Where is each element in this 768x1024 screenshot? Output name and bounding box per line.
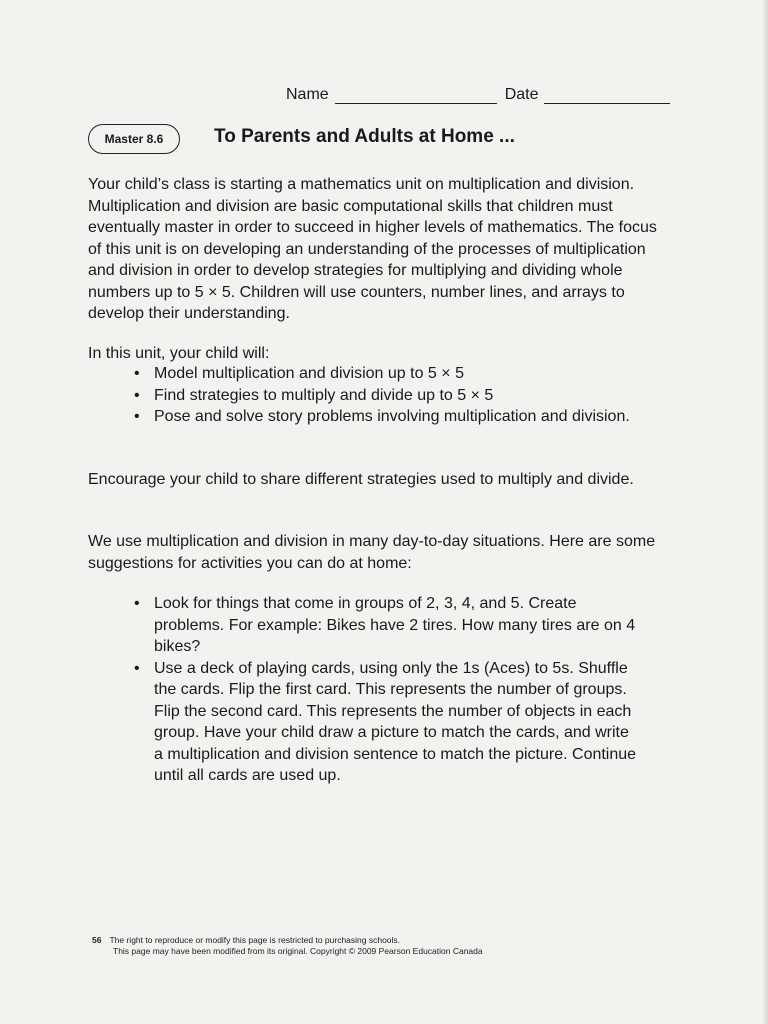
unit-intro-paragraph: In this unit, your child will: — [88, 345, 270, 362]
list-item: • Find strategies to multiply and divide up to 5 × 5 — [130, 385, 630, 407]
footer-copyright-line1: The right to reproduce or modify this page is restricted to purchasing schools. — [109, 935, 401, 945]
page-title: To Parents and Adults at Home ... — [214, 126, 515, 147]
name-line[interactable] — [335, 89, 497, 104]
list-item: • Pose and solve story problems involving multiplication and division. — [130, 406, 630, 428]
name-label: Name — [286, 86, 329, 103]
activities-list — [130, 593, 638, 787]
list-item: • Look for things that come in groups of 2, 3, 4, and 5. Create problems. For example: Bikes have 2 tires. How many tires are on 4 bikes? — [130, 593, 638, 658]
list-item: • Use a deck of playing cards, using only the 1s (Aces) to 5s. Shuffle the cards. Flip the first card. This represents the number of groups. Flip the second card. This represents the number of objects in each group. Have your child draw a picture to match the cards, and write a multiplication and division sentence to match the picture. Continue until all cards are used up. — [130, 658, 638, 787]
encourage-paragraph: Encourage your child to share different strategies used to multiply and divide. — [88, 471, 634, 488]
footer — [92, 935, 483, 957]
intro-paragraph: Your child’s class is starting a mathematics unit on multiplication and division. Multiplication and division are basic computational skills that children must eventually master in order to succeed in higher levels of mathematics. The focus of this unit is on developing an understanding of the processes of multiplication and division in order to develop strategies for multiplying and dividing whole numbers up to 5 × 5. Children will use counters, number lines, and arrays to develop their understanding. — [88, 176, 657, 322]
master-badge: Master 8.6 — [88, 124, 180, 154]
footer-copyright-line2: This page may have been modified from its original. Copyright © 2009 Pearson Education Canada — [113, 946, 483, 956]
date-line[interactable] — [544, 89, 670, 104]
unit-goals-list — [130, 363, 630, 428]
everyday-paragraph: We use multiplication and division in many day-to-day situations. Here are some suggestions for activities you can do at home: — [88, 533, 656, 572]
list-item: • Model multiplication and division up to 5 × 5 — [130, 363, 630, 385]
date-label: Date — [504, 86, 539, 103]
name-date-row — [286, 86, 670, 104]
page-edge — [762, 0, 768, 1024]
page-number: 56 — [92, 935, 102, 945]
